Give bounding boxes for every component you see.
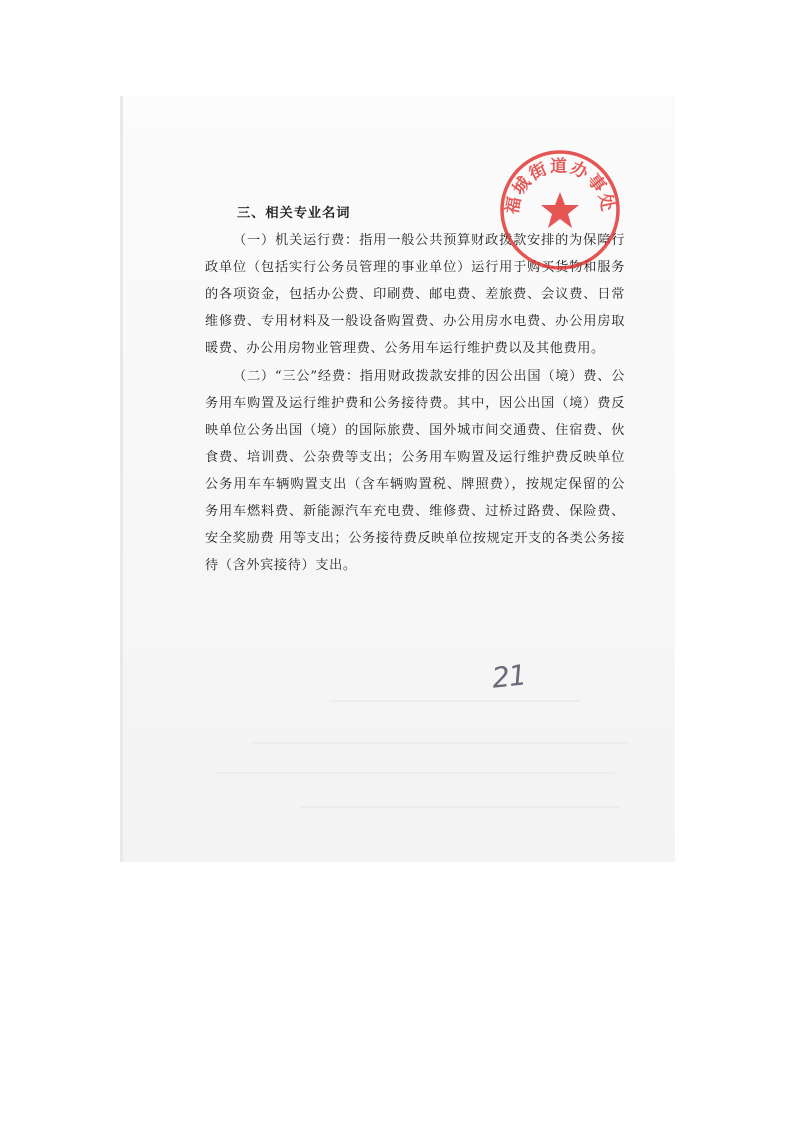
section-heading: 三、相关专业名词 <box>237 206 351 221</box>
official-seal-icon <box>498 148 622 272</box>
paragraph-three-public-expenses: （二）“三公”经费：指用财政拨款安排的因公出国（境）费、公务用车购置及运行维护费和公务接待费。其中，因公出国（境）费反映单位公务出国（境）的国际旅费、国外城市间交通费、住宿费、伙食费、培训费、公杂费等支出；公务用车购置及运行维护费反映单位公务用车车辆购置支出（含车辆购置税、牌照费），按规定保留的公务用车燃料费、新能源汽车充电费、维修费、过桥过路费、保险费、安全奖励费 用等支出；公务接待费反映单位按规定开支的各类公务接待（含外宾接待）支出。 <box>205 368 625 574</box>
show-through-line <box>215 772 615 774</box>
handwritten-page-number: 21 <box>490 658 528 695</box>
show-through-line <box>330 700 580 702</box>
seal-text: 福城街道办事处 <box>502 156 618 216</box>
show-through-line <box>300 806 620 808</box>
paragraph-operating-costs: （一）机关运行费：指用一般公共预算财政拨款安排的为保障行政单位（包括实行公务员管理的事业单位）运行用于购买货物和服务的各项资金，包括办公费、印刷费、邮电费、差旅费、会议费、日常维修费、专用材料及一般设备购置费、办公用房水电费、办公用房取暖费、办公用房物业管理费、公务用车运行维护费以及其他费用。 <box>205 233 625 357</box>
scan-edge <box>120 96 123 862</box>
show-through-line <box>250 742 630 744</box>
